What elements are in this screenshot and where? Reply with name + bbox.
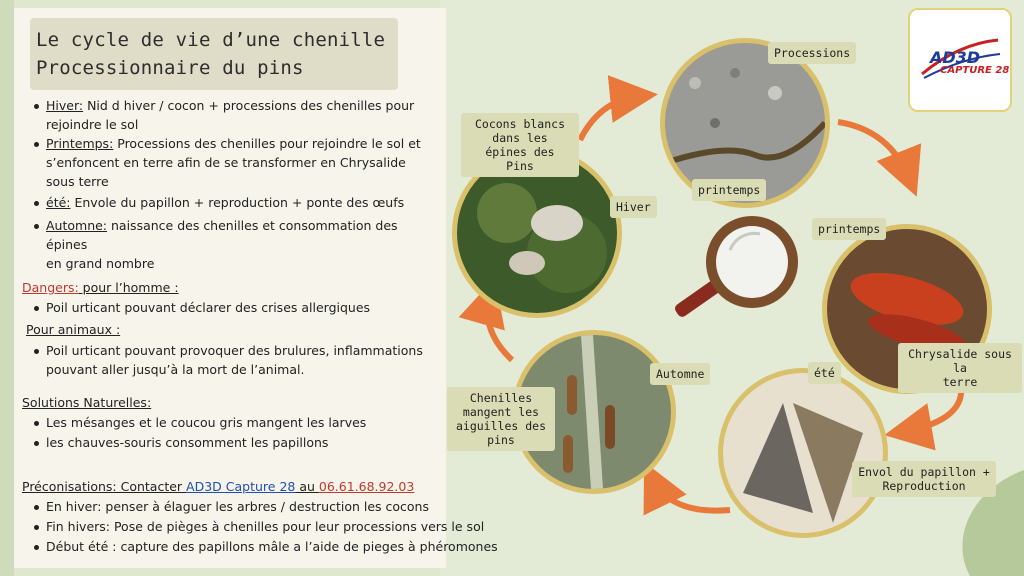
bullet (34, 201, 39, 206)
dangers-heading: Dangers: pour l’homme : (22, 280, 179, 295)
arrow-hiver-to-processions (580, 96, 640, 140)
company-name: AD3D Capture 28 (186, 479, 296, 494)
cycle-item-automne: Automne: naissance des chenilles et consommation des épines en grand nombre (46, 218, 398, 271)
solutions-item: les chauves-souris consomment les papillons (46, 435, 329, 450)
bullet (34, 142, 39, 147)
processions-label: Processions (768, 42, 856, 64)
cycle-item-hiver: Hiver: Nid d hiver / cocon + processions des chenilles pour rejoindre le sol (46, 98, 415, 132)
bullet (34, 224, 39, 229)
automne-label: Automne (650, 363, 710, 385)
dangers-human-item: Poil urticant pouvant déclarer des crises allergiques (46, 300, 371, 315)
dangers-animals-heading: Pour animaux : (26, 322, 121, 337)
chenilles-label: Chenilles mangent les aiguilles des pins (447, 387, 555, 451)
solutions-heading: Solutions Naturelles: (22, 395, 152, 410)
ete-label: été (808, 362, 841, 384)
bullet (34, 104, 39, 109)
bullet (34, 545, 39, 550)
company-logo (908, 8, 1012, 112)
hiver-label: Hiver (610, 196, 657, 218)
envol-label: Envol du papillon + Reproduction (852, 461, 996, 497)
magnifier-icon (673, 216, 798, 319)
printemps-label-2: printemps (812, 218, 886, 240)
bullet (34, 306, 39, 311)
phone-number: 06.61.68.92.03 (318, 479, 415, 494)
page-title: Le cycle de vie d’une chenille Processionnaire du pins (36, 29, 386, 79)
bullet (34, 505, 39, 510)
solutions-item: Les mésanges et le coucou gris mangent les larves (46, 415, 367, 430)
bullet (34, 421, 39, 426)
cycle-item-ete: été: Envole du papillon + reproduction + ponte des œufs (46, 195, 405, 210)
preconisations-item: Début été : capture des papillons mâle a l’aide de pieges à phéromones (46, 539, 498, 554)
preconisations-item: En hiver: penser à élaguer les arbres / destruction les cocons (46, 499, 429, 514)
hiver-description: Cocons blancs dans les épines des Pins (461, 113, 579, 177)
arrow-ete-to-automne (652, 478, 730, 511)
arrow-processions-to-chrysalide (838, 122, 910, 180)
preconisations-item: Fin hivers: Pose de pièges à chenilles pour leur processions vers le sol (46, 519, 485, 534)
bullet (34, 349, 39, 354)
printemps-label-1: printemps (692, 179, 766, 201)
chrysalide-label: Chrysalide sous la terre (898, 343, 1022, 393)
preconisations-heading: Préconisations: Contacter AD3D Capture 28 au 06.61.68.92.03 (22, 479, 415, 494)
logo-subtext: CAPTURE 28 (940, 65, 1010, 76)
bullet (34, 525, 39, 530)
papillon-image (718, 368, 888, 538)
cycle-item-printemps: Printemps: Processions des chenilles pour rejoindre le sol et s’enfoncent en terre afin de se transformer en Chrysalide sous terre (46, 136, 421, 189)
dangers-animal-item: Poil urticant pouvant provoquer des brulures, inflammations pouvant aller jusqu’à la mort de l’animal. (46, 343, 423, 377)
logo-text: AD3D (930, 48, 981, 67)
bullet (34, 441, 39, 446)
background-stripe (0, 0, 14, 576)
